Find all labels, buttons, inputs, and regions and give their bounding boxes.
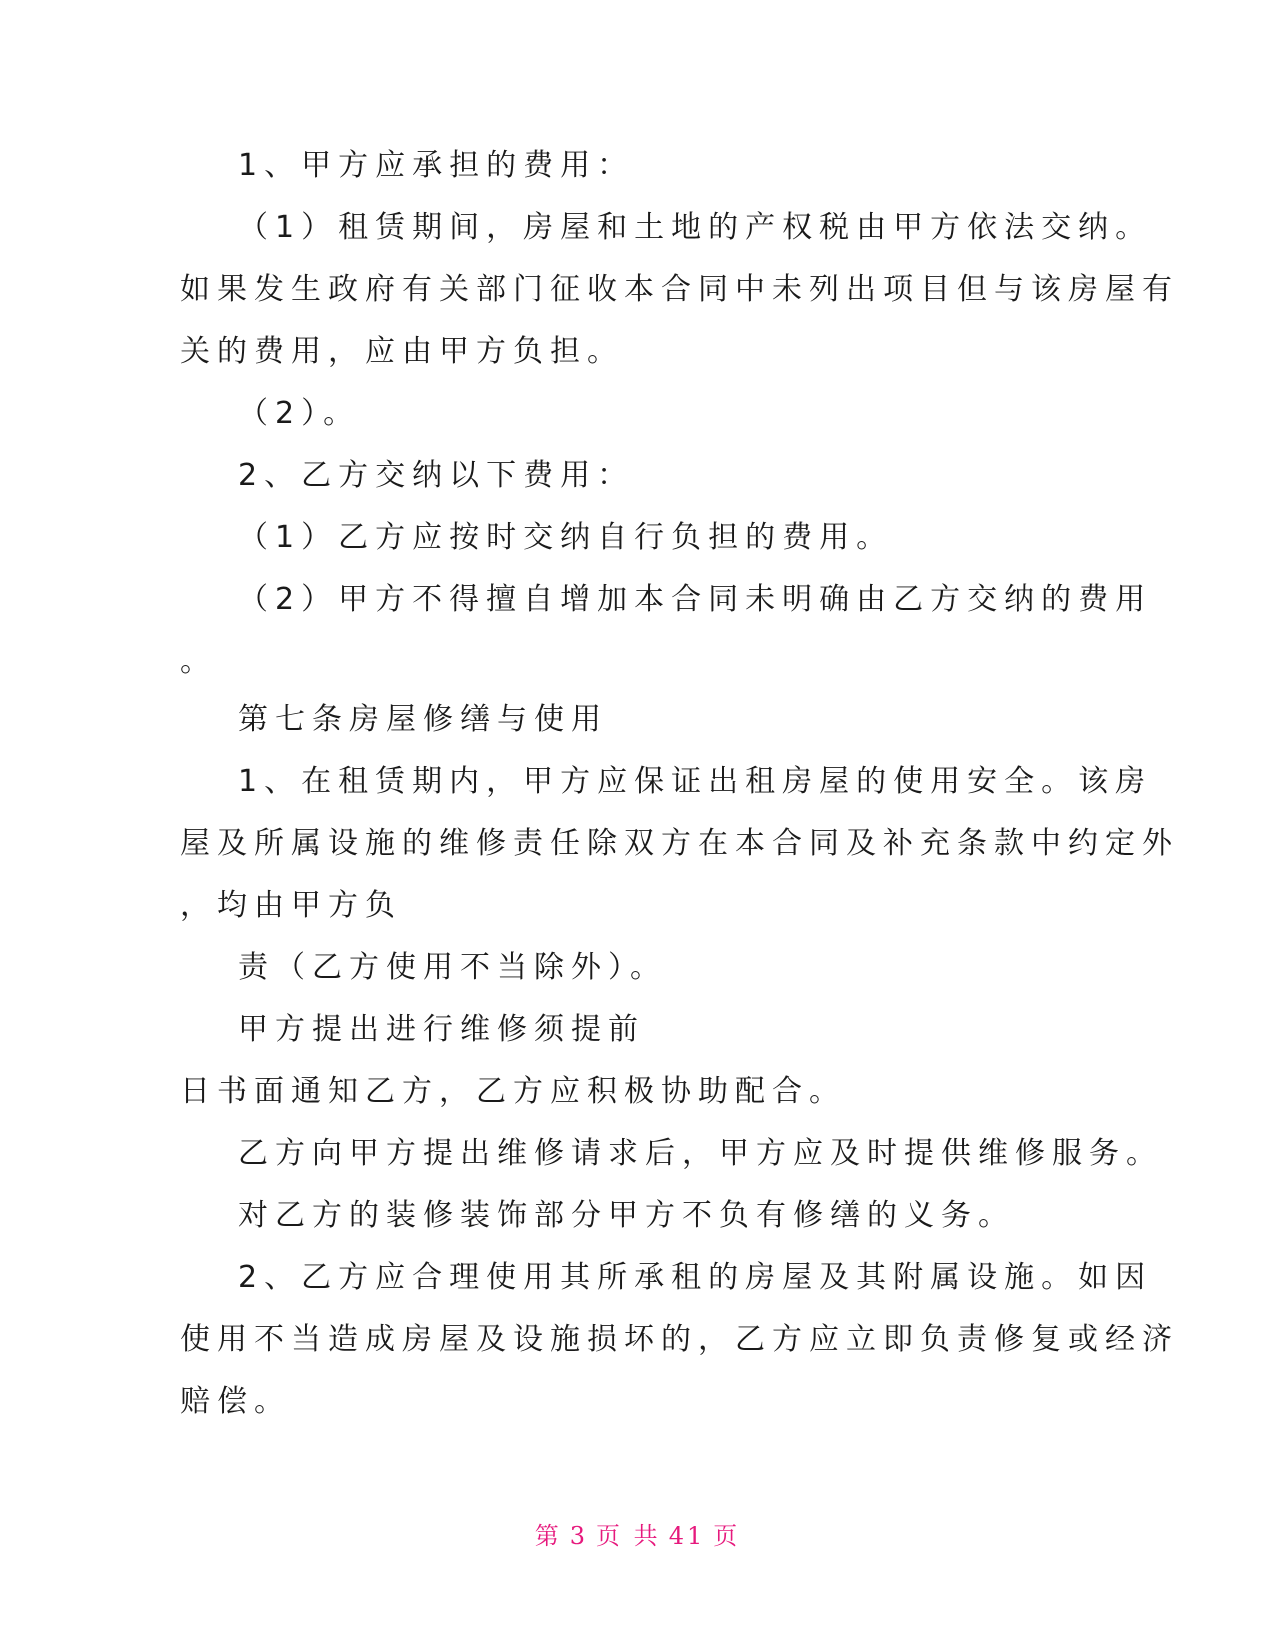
- paragraph-line: 责（乙方使用不当除外）。: [238, 950, 667, 985]
- paragraph-line: 赔偿。: [180, 1384, 291, 1419]
- paragraph-line: 日书面通知乙方，乙方应积极协助配合。: [180, 1074, 846, 1109]
- paragraph-line: （1）租赁期间，房屋和土地的产权税由甲方依法交纳。: [238, 210, 1153, 245]
- paragraph-line: 1、在租赁期内，甲方应保证出租房屋的使用安全。该房: [238, 764, 1153, 799]
- section-heading: 第七条房屋修缮与使用: [238, 702, 608, 737]
- paragraph-line: 甲方提出进行维修须提前: [238, 1012, 645, 1047]
- paragraph-line: 乙方向甲方提出维修请求后，甲方应及时提供维修服务。: [238, 1136, 1163, 1171]
- footer-current-page: 3: [569, 1522, 589, 1550]
- footer-suffix: 页: [713, 1522, 741, 1550]
- paragraph-line: （2）甲方不得擅自增加本合同未明确由乙方交纳的费用: [238, 582, 1153, 617]
- paragraph-line: 。: [180, 644, 217, 679]
- paragraph-line: （2）。: [238, 396, 361, 431]
- paragraph-line: 使用不当造成房屋及设施损坏的，乙方应立即负责修复或经济: [180, 1322, 1179, 1357]
- paragraph-line: 如果发生政府有关部门征收本合同中未列出项目但与该房屋有: [180, 272, 1179, 307]
- paragraph-line: 2、乙方应合理使用其所承租的房屋及其附属设施。如因: [238, 1260, 1153, 1295]
- paragraph-line: 对乙方的装修装饰部分甲方不负有修缮的义务。: [238, 1198, 1015, 1233]
- paragraph-line: 屋及所属设施的维修责任除双方在本合同及补充条款中约定外: [180, 826, 1179, 861]
- paragraph-line: 关的费用，应由甲方负担。: [180, 334, 624, 369]
- footer-total-pages: 41: [668, 1522, 706, 1550]
- footer-middle: 页 共: [596, 1522, 661, 1550]
- paragraph-line: （1）乙方应按时交纳自行负担的费用。: [238, 520, 894, 555]
- page-number-footer: [0, 1516, 1275, 1551]
- footer-prefix: 第: [534, 1522, 562, 1550]
- paragraph-line: ，均由甲方负: [180, 888, 402, 923]
- paragraph-line: 2、乙方交纳以下费用：: [238, 458, 635, 493]
- paragraph-line: 1、甲方应承担的费用：: [238, 148, 635, 183]
